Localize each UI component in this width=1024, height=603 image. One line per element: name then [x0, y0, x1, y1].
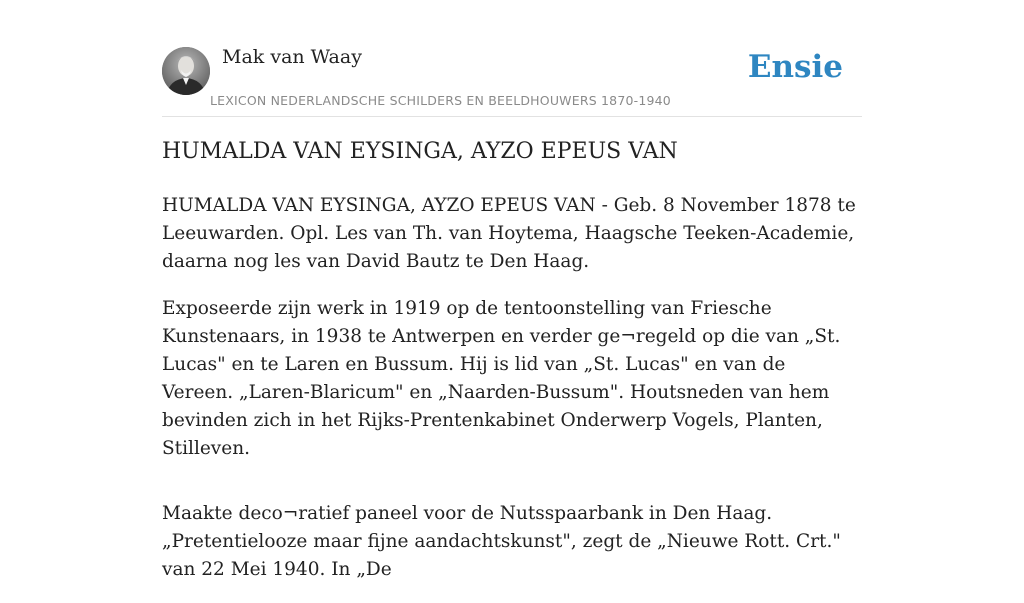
article-body: [162, 192, 862, 603]
portrait-photo-icon: [162, 47, 210, 95]
author-name[interactable]: Mak van Waay: [222, 46, 362, 68]
brand-logo[interactable]: Ensie: [747, 49, 843, 85]
site-header: [162, 46, 862, 117]
article-paragraph: HUMALDA VAN EYSINGA, AYZO EPEUS VAN - Geb. 8 November 1878 te Leeuwarden. Opl. Les van Th. van Hoytema, Haagsche Teeken-Academie, daarna nog les van David Bautz te Den Haag.: [162, 195, 856, 272]
article-paragraph: Exposeerde zijn werk in 1919 op de tentoonstelling van Friesche Kunstenaars, in 1938 te Antwerpen en verder ge¬regeld op die van „St. Lucas" en te Laren en Bussum. Hij is lid van „St. Lucas" en van de Vereen. „Laren-Blaricum" en „Naarden-Bussum". Houtsneden van hem bevinden zich in het Rijks-Prentenkabinet Onderwerp Vogels, Planten, Stilleven.: [162, 298, 841, 459]
article-paragraph: Maakte deco¬ratief paneel voor de Nutsspaarbank in Den Haag. „Pretentielooze maar fijne aandachtskunst", zegt de „Nieuwe Rott. Crt." van 22 Mei 1940. In „De: [162, 503, 841, 580]
page-title: HUMALDA VAN EYSINGA, AYZO EPEUS VAN: [162, 139, 678, 164]
author-avatar[interactable]: [162, 47, 210, 95]
lexicon-name[interactable]: LEXICON NEDERLANDSCHE SCHILDERS EN BEELDHOUWERS 1870-1940: [210, 93, 671, 108]
